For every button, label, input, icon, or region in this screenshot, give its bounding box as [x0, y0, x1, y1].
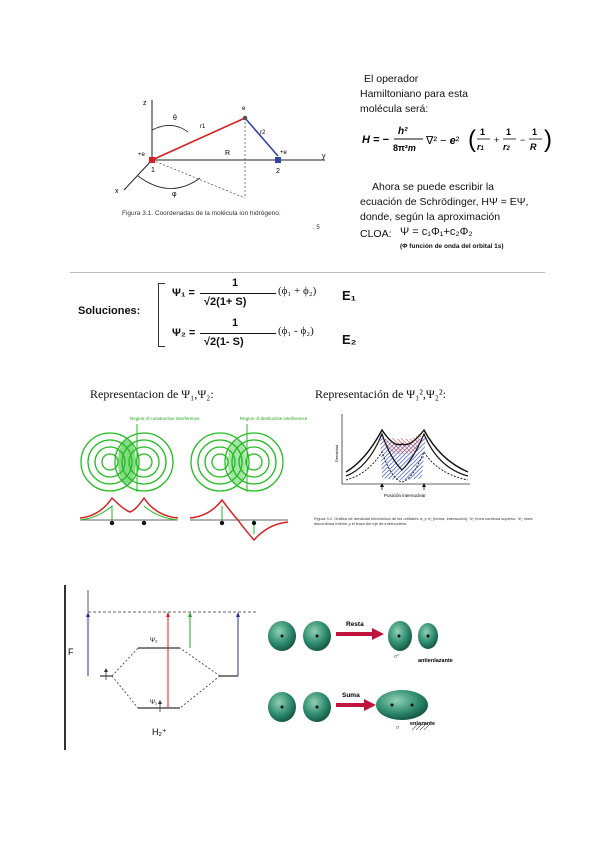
nucleus-1-charge: +e [138, 152, 145, 158]
svg-text:−: − [520, 135, 526, 145]
nucleus-2-charge: +e [280, 150, 287, 156]
mo-energy-diagram [60, 580, 260, 755]
destructive-panel [190, 416, 308, 540]
svg-text:∇² − e²: ∇² − e² [426, 135, 460, 147]
svg-text:1: 1 [480, 127, 486, 137]
constructive-label: Region of constructive interference [130, 416, 200, 421]
electron-dot [243, 116, 248, 121]
rep2-title: Representación de Ψ₁²,Ψ₂²: [315, 387, 446, 401]
psi1-level-label: Ψ₁ [150, 700, 158, 706]
nucleus-2-label: 2 [276, 168, 280, 175]
resta-label: Resta [346, 621, 364, 628]
orbital-combination-figure [262, 612, 462, 742]
svg-text:R: R [530, 142, 537, 152]
psi1-label: Ψ₁ = [172, 287, 195, 299]
energy-e2: E₂ [342, 332, 357, 347]
y-axis-label: y [322, 153, 326, 160]
svg-text:H = −: H = − [362, 134, 389, 146]
psi1-orbitals: (ϕ₁ + ϕ₂) [278, 285, 317, 297]
nucleus-1-marker [149, 157, 155, 163]
svg-text:r1: r1 [477, 142, 484, 152]
psi2-denominator: √2(1- S) [204, 336, 244, 348]
wavefunction-figure [78, 410, 308, 545]
phi-label: φ [172, 191, 177, 198]
theta-label: θ [173, 115, 177, 122]
svg-text:+: + [494, 135, 500, 145]
divider [70, 272, 545, 273]
coordinates-figure [110, 90, 340, 240]
svg-text:1: 1 [532, 127, 538, 137]
density-ylabel: Densidad [334, 445, 339, 462]
antibonding-label: antienlazante [418, 658, 453, 664]
cloa-equation: Ψ = c₁Φ₁+c₂Φ₂ [400, 226, 473, 238]
suma-label: Suma [342, 692, 360, 699]
electron-label: e [242, 106, 246, 112]
density-figure [332, 412, 472, 502]
schrodinger-text: Ahora se puede escribir la ecuación de Schrödinger, HΨ = EΨ, donde, según la aproximación [360, 181, 529, 223]
solutions-label: Soluciones: [78, 305, 141, 317]
psi2-level-label: Ψ₂ [150, 638, 158, 644]
svg-text:1: 1 [506, 127, 512, 137]
hamiltonian-equation [360, 115, 560, 163]
svg-text:8π²m: 8π²m [393, 143, 416, 153]
density-xlabel: Posición internuclear [384, 493, 426, 498]
figure-caption: Figura 3.1. Coordenadas de la molécula ion hidrógeno. [122, 210, 281, 217]
svg-text:): ) [544, 126, 552, 153]
svg-text:h²: h² [398, 126, 408, 137]
nucleus-1-label: 1 [151, 167, 155, 174]
cloa-note: (Φ función de onda del orbital 1s) [400, 243, 504, 250]
energy-e1: E₁ [342, 288, 357, 303]
destructive-label: Region of destructive interference [240, 416, 308, 421]
psi1-numerator: 1 [232, 277, 239, 289]
psi1-fraction-bar [200, 293, 276, 294]
sigma-star-label: σ* [394, 654, 400, 660]
rep1-title: Representacion de Ψ₁,Ψ₂: [90, 387, 214, 401]
x-axis-label: x [115, 188, 119, 195]
psi2-numerator: 1 [232, 317, 239, 329]
r2-label: r2 [260, 130, 266, 136]
energy-axis-label: F [68, 647, 74, 657]
r1-label: r1 [200, 124, 206, 130]
svg-text:(: ( [468, 126, 476, 153]
psi1-denominator: √2(1+ S) [204, 296, 247, 308]
nucleus-2-marker [275, 157, 281, 163]
bonding-label: enlazante [410, 721, 436, 727]
z-axis-label: z [143, 100, 147, 107]
density-caption: Figura 3.2. Gráfica de densidad electrónica de los orbitales σ₁ y σ₂ (forma, interacción). Ψ₁ línea continua superior, Ψ₂ línea discontinua inferior y el trazo del eje de internúcleos. [314, 516, 533, 526]
page-mark: . 5 [313, 225, 320, 231]
hamiltonian-intro: El operador Hamiltoniano para esta molécula será: [360, 73, 468, 115]
molecule-label: H₂⁺ [152, 727, 167, 737]
constructive-panel [80, 416, 200, 525]
svg-text:r2: r2 [503, 142, 510, 152]
R-label: R [225, 150, 231, 157]
cloa-label: CLOA: [360, 228, 392, 240]
psi2-orbitals: (ϕ₁ - ϕ₂) [278, 325, 314, 337]
sigma-label: σ [396, 725, 400, 731]
psi2-fraction-bar [200, 333, 276, 334]
solutions-brace [158, 283, 165, 347]
psi2-label: Ψ₂ = [172, 327, 196, 339]
